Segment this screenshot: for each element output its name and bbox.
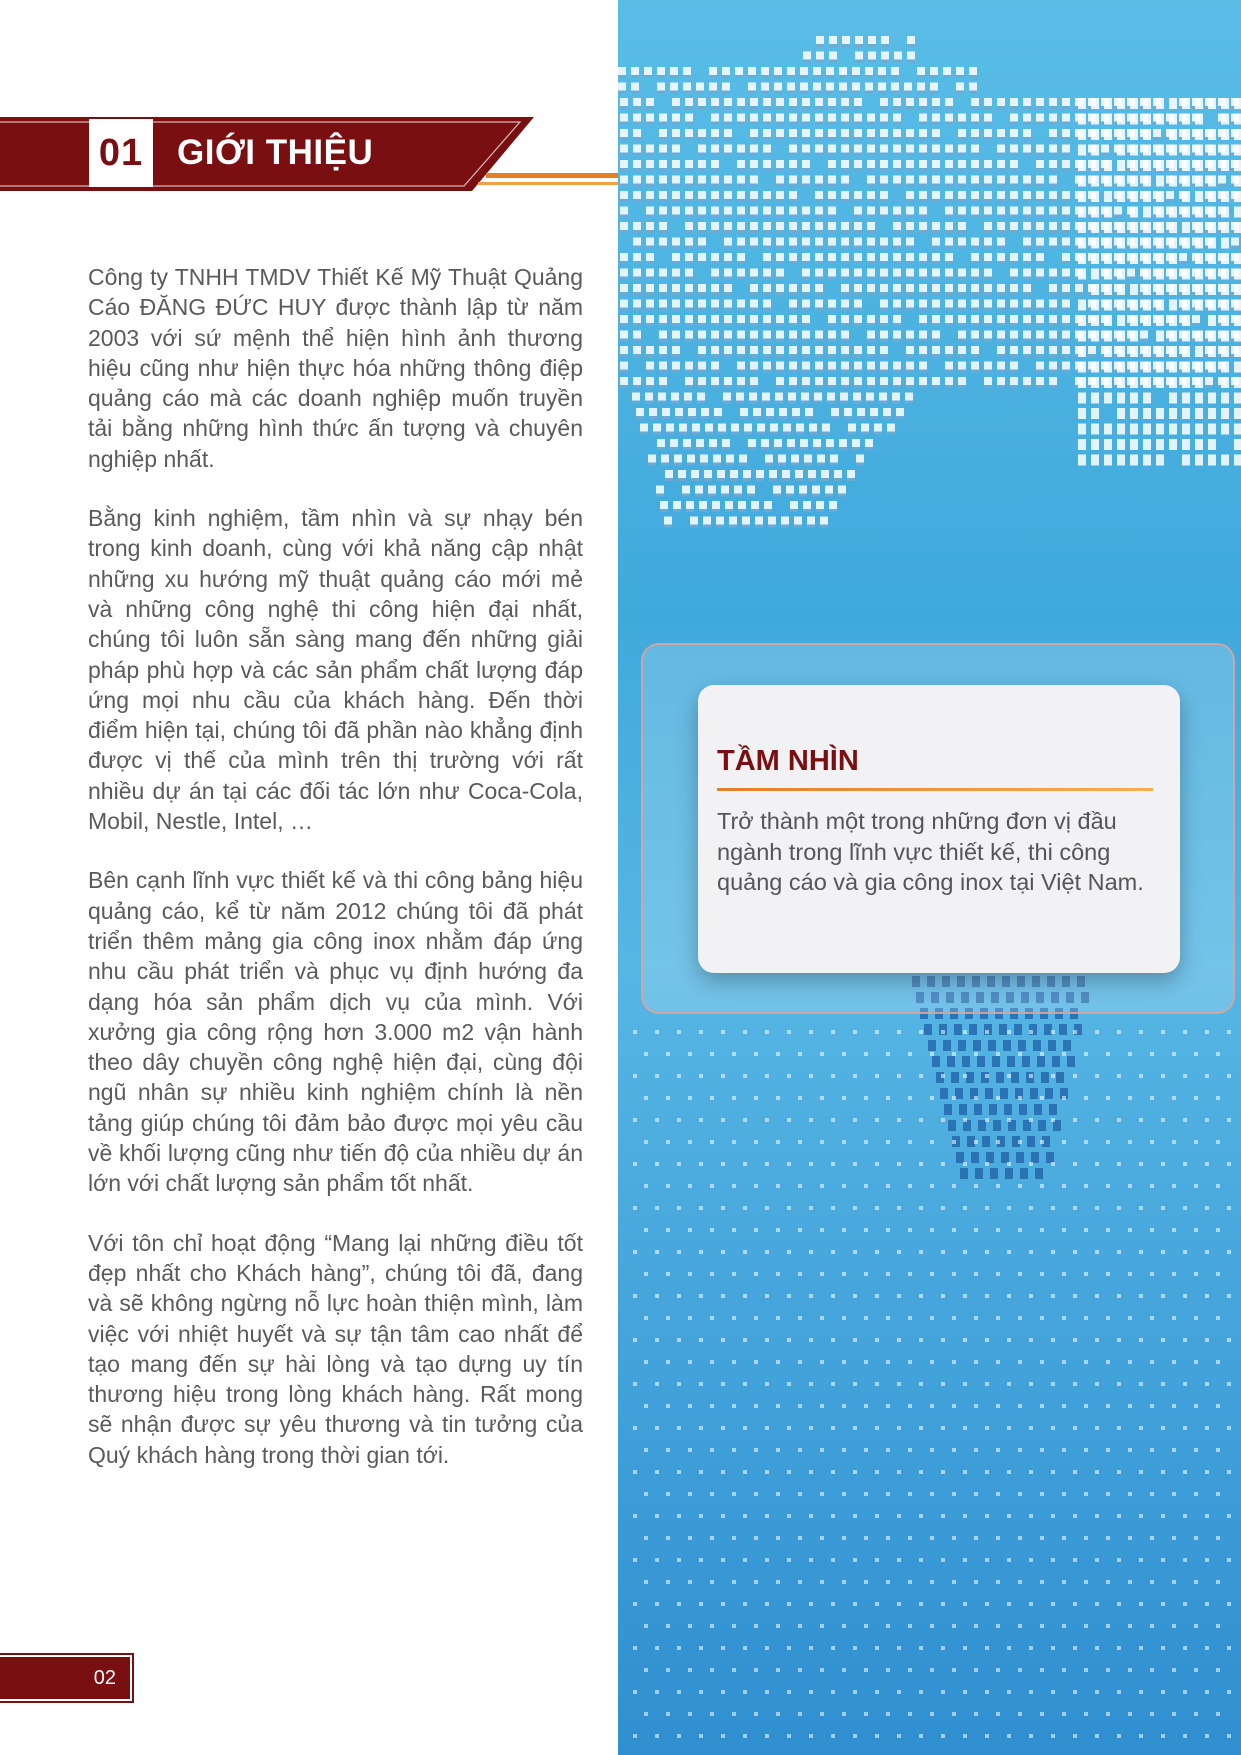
vision-title-underline <box>717 788 1153 791</box>
page-number: 02 <box>0 1657 130 1699</box>
vision-title: TẦM NHÌN <box>717 745 859 777</box>
paragraph-3: Bên cạnh lĩnh vực thiết kế và thi công bảng hiệu quảng cáo, kể từ năm 2012 chúng tôi đã phát triển thêm mảng gia công inox nhằm đáp ứng nhu cầu phát triển và phục vụ định hướng đa dạng hóa sản phẩm dịch vụ của mình. Với xưởng gia công rộng hơn 3.000 m2 vận hành theo dây chuyền công nghệ hiện đại, cùng đội ngũ nhân sự nhiều kinh nghiệm chính là nền tảng giúp chúng tôi đảm bảo được mọi yêu cầu về khối lượng cũng như tiến độ của nhiều dự án lớn với chất lượng sản phẩm tốt nhất. <box>88 867 583 1197</box>
section-title: GIỚI THIỆU <box>177 133 374 172</box>
paragraph-2: Bằng kinh nghiệm, tầm nhìn và sự nhạy bén trong kinh doanh, cùng với khả năng cập nhật những xu hướng mỹ thuật quảng cáo mới mẻ và những công nghệ thi công hiện đại nhất, chúng tôi luôn sẵn sàng mang đến những giải pháp phù hợp và các sản phẩm chất lượng đáp ứng mọi nhu cầu của khách hàng. Đến thời điểm hiện tại, chúng tôi đã phần nào khẳng định được vị thế của mình trên thị trường với rất nhiều dự án tại các đối tác lớn như Coca-Cola, Mobil, Nestle, Intel, … <box>88 505 583 835</box>
intro-content <box>88 262 583 1499</box>
section-number: 01 <box>89 119 153 187</box>
vision-text: Trở thành một trong những đơn vị đầu ngành trong lĩnh vực thiết kế, thi công quảng cáo và gia công inox tại Việt Nam. <box>717 808 1144 895</box>
paragraph-4: Với tôn chỉ hoạt động “Mang lại những điều tốt đẹp nhất cho Khách hàng”, chúng tôi đã, đang và sẽ không ngừng nỗ lực hoàn thiện mình, làm việc với nhiệt huyết và sự tận tâm cao nhất để tạo mang đến sự hài lòng và tạo dựng uy tín thương hiệu trong lòng khách hàng. Rất mong sẽ nhận được sự yêu thương và tin tưởng của Quý khách hàng trong thời gian tới. <box>88 1229 583 1468</box>
paragraph-1: Công ty TNHH TMDV Thiết Kế Mỹ Thuật Quảng Cáo ĐĂNG ĐỨC HUY được thành lập từ năm 2003 với sứ mệnh thể hiện hình ảnh thương hiệu cũng như hiện thực hóa những thông điệp quảng cáo mà các doanh nghiệp muốn truyền tải bằng những hình thức ấn tượng và chuyên nghiệp nhất. <box>88 264 583 472</box>
